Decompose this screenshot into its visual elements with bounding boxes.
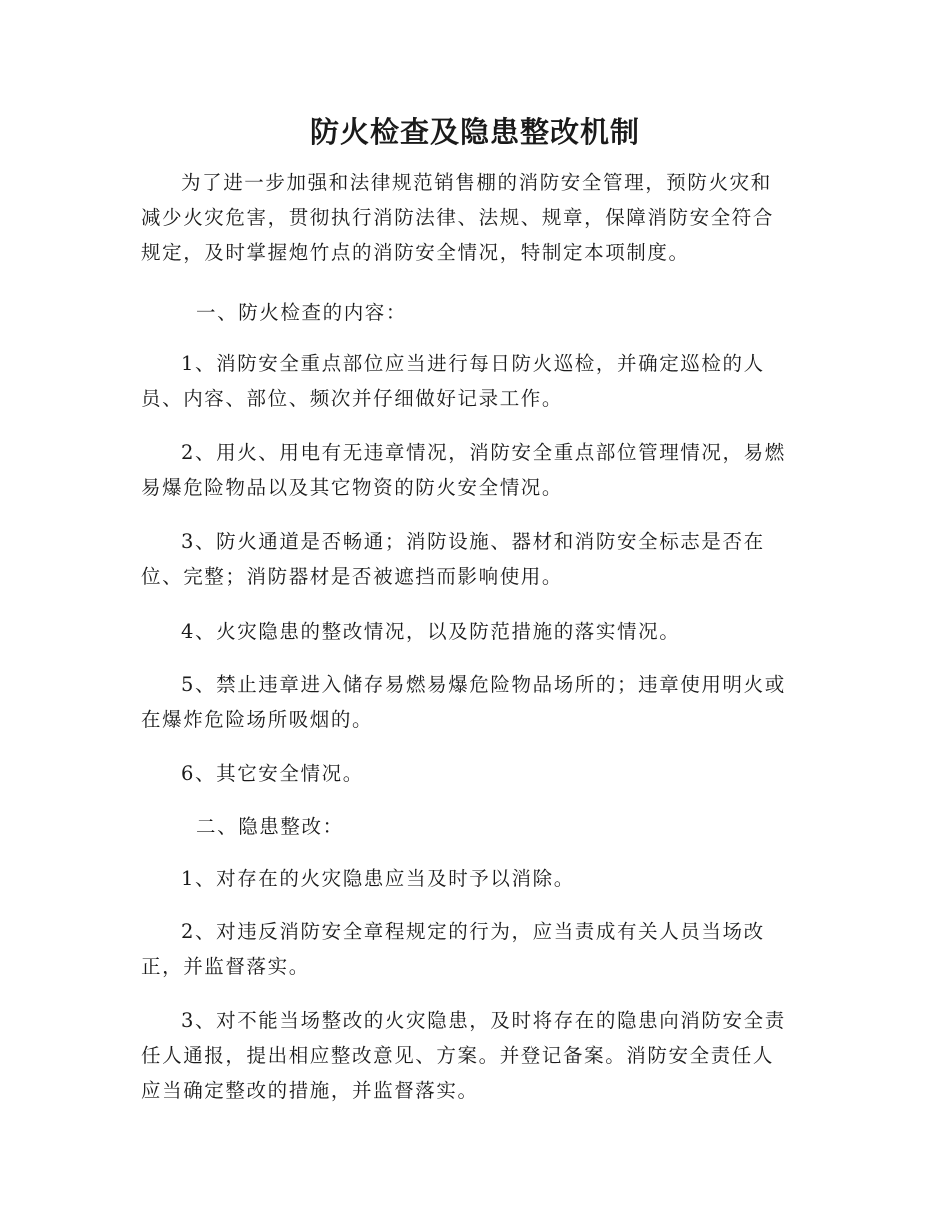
section-heading-rectification: 二、隐患整改：	[196, 815, 344, 838]
list-item-line: 6、其它安全情况。	[181, 762, 364, 785]
list-item-line: 4、火灾隐患的整改情况，以及防范措施的落实情况。	[181, 620, 681, 643]
list-item	[141, 667, 811, 737]
list-item-line: 易爆危险物品以及其它物资的防火安全情况。	[141, 476, 564, 499]
list-item-line: 员、内容、部位、频次并仔细做好记录工作。	[141, 387, 564, 410]
list-item	[141, 914, 811, 984]
intro-paragraph	[141, 165, 811, 270]
list-item-line: 正，并监督落实。	[141, 955, 310, 978]
list-item-line: 2、对违反消防安全章程规定的行为，应当责成有关人员当场改	[181, 920, 765, 943]
list-item-line: 5、禁止违章进入储存易燃易爆危险物品场所的；违章使用明火或	[181, 673, 786, 696]
intro-line: 规定，及时掌握炮竹点的消防安全情况，特制定本项制度。	[141, 241, 690, 264]
list-item	[141, 756, 811, 791]
list-item-line: 2、用火、用电有无违章情况，消防安全重点部位管理情况，易燃	[181, 441, 786, 464]
list-item	[141, 524, 811, 594]
intro-line: 减少火灾危害，贯彻执行消防法律、法规、规章，保障消防安全符合	[141, 206, 775, 229]
list-item	[141, 614, 811, 649]
list-item-line: 在爆炸危险场所吸烟的。	[141, 708, 374, 731]
list-item	[141, 861, 811, 896]
document-title: 防火检查及隐患整改机制	[309, 115, 640, 149]
list-item	[141, 1003, 811, 1108]
intro-line: 为了进一步加强和法律规范销售棚的消防安全管理，预防火灾和	[181, 171, 772, 194]
list-item-line: 任人通报，提出相应整改意见、方案。并登记备案。消防安全责任人	[141, 1044, 775, 1067]
list-item-line: 3、防火通道是否畅通；消防设施、器材和消防安全标志是否在	[181, 530, 765, 553]
list-item-line: 3、对不能当场整改的火灾隐患，及时将存在的隐患向消防安全责	[181, 1009, 786, 1032]
list-item-line: 1、消防安全重点部位应当进行每日防火巡检，并确定巡检的人	[181, 352, 765, 375]
list-item	[141, 346, 811, 416]
list-item-line: 位、完整；消防器材是否被遮挡而影响使用。	[141, 565, 564, 588]
section-heading-inspection: 一、防火检查的内容：	[196, 301, 408, 324]
list-item-line: 应当确定整改的措施，并监督落实。	[141, 1079, 479, 1102]
list-item	[141, 435, 811, 505]
list-item-line: 1、对存在的火灾隐患应当及时予以消除。	[181, 867, 575, 890]
